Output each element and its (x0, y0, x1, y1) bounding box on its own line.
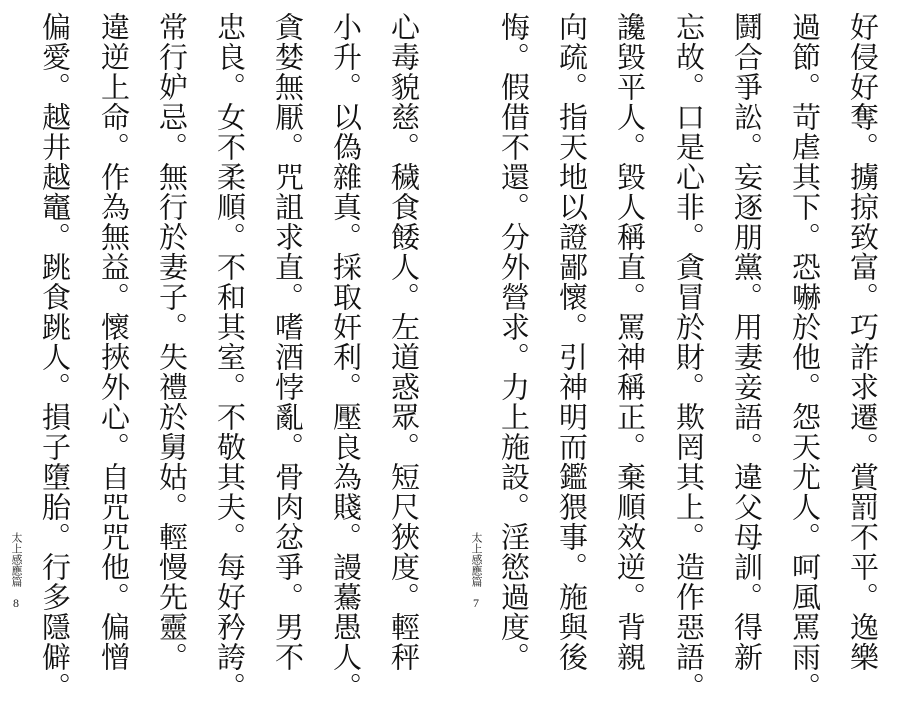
left-page-column-7: 偏愛。越井越竈。跳食跳人。損子墮胎。行多隱僻。 (38, 12, 72, 702)
left-page-footer-title: 太上感應篇 (10, 532, 23, 587)
left-page-column-6: 違逆上命。作為無益。懷挾外心。自咒咒他。偏憎 (97, 12, 131, 672)
right-page-column-6: 向疏。指天地以證鄙懷。引神明而鑑猥事。施與後 (555, 12, 589, 672)
left-page-column-3: 貪婪無厭。咒詛求直。嗜酒悖亂。骨肉忿爭。男不 (271, 12, 305, 672)
left-page-number: 8 (13, 596, 19, 610)
right-page-column-1: 好侵好奪。擄掠致富。巧詐求遷。賞罰不平。逸樂 (846, 12, 880, 672)
left-page-column-4: 忠良。女不柔順。不和其室。不敬其夫。每好矜誇。 (213, 12, 247, 702)
right-page-footer-title: 太上感應篇 (470, 532, 483, 587)
right-page-column-7: 悔。假借不還。分外營求。力上施設。淫慾過度。 (497, 12, 531, 672)
right-page-column-5: 讒毀平人。毀人稱直。罵神稱正。棄順效逆。背親 (613, 12, 647, 672)
right-page-column-3: 鬪合爭訟。妄逐朋黨。用妻妾語。違父母訓。得新 (730, 12, 764, 672)
right-page-column-4: 忘故。口是心非。貪冒於財。欺罔其上。造作惡語。 (672, 12, 706, 702)
right-page-number: 7 (473, 596, 479, 610)
right-page-column-2: 過節。苛虐其下。恐嚇於他。怨天尤人。呵風罵雨。 (788, 12, 822, 702)
left-page-column-5: 常行妒忌。無行於妻子。失禮於舅姑。輕慢先靈。 (155, 12, 189, 672)
left-page-column-1: 心毒貌慈。穢食餧人。左道惑眾。短尺狹度。輕秤 (387, 12, 421, 672)
left-page-column-2: 小升。以偽雜真。採取奸利。壓良為賤。謾驀愚人。 (329, 12, 363, 702)
